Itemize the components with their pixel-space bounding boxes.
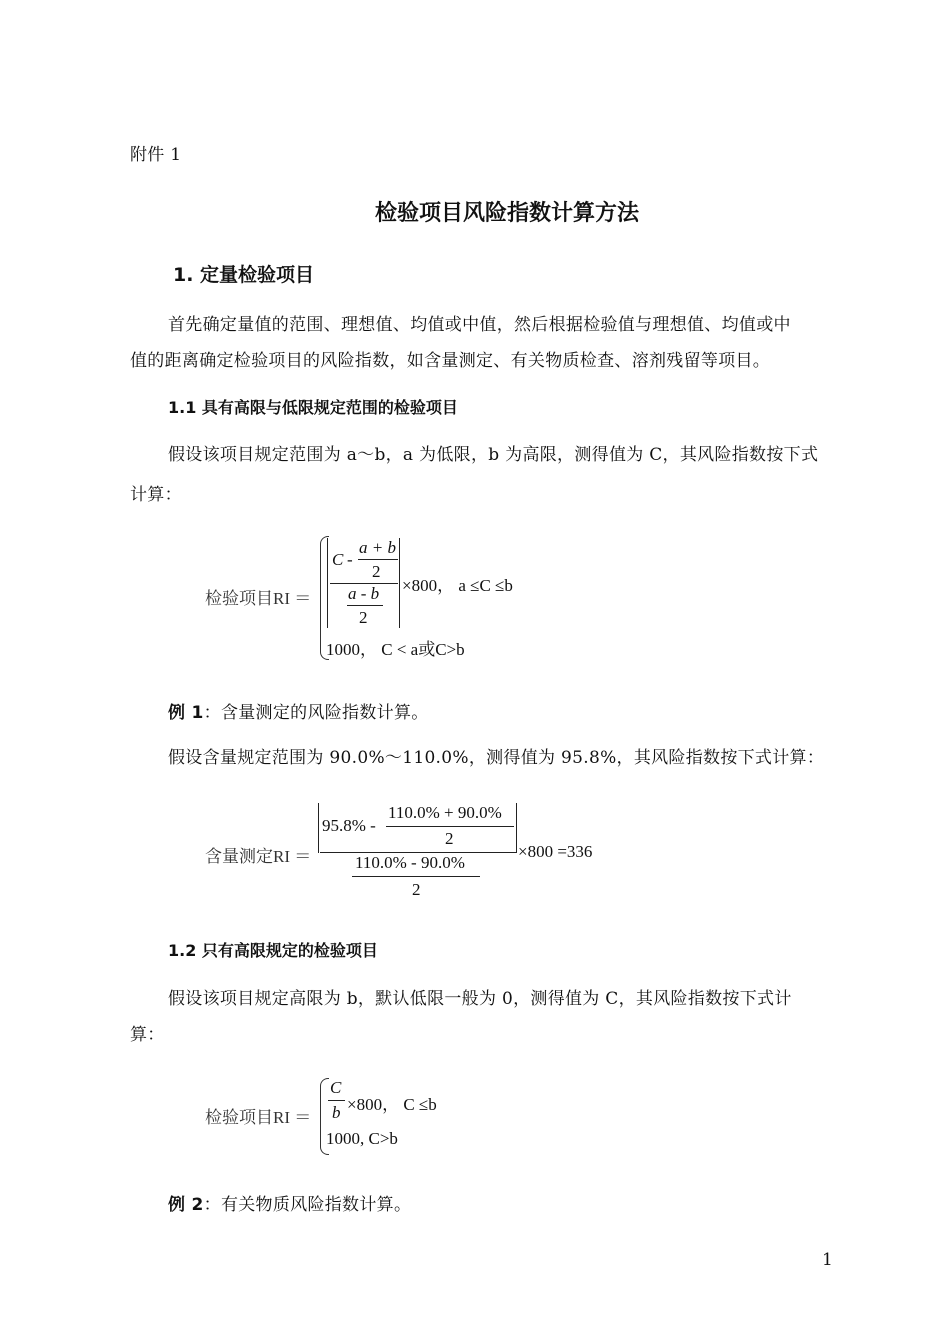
- formula-minus: -: [347, 550, 353, 569]
- abs-bar-left: [318, 803, 319, 853]
- inner-fraction-line: [386, 826, 514, 827]
- section-heading-1-1: 1.1 具有高限与低限规定范围的检验项目: [168, 398, 458, 417]
- formula-den-top: a - b: [348, 584, 380, 603]
- example-label: 例 1: [168, 703, 204, 723]
- paragraph-line: 计算：: [130, 485, 182, 505]
- attachment-label: 附件 1: [130, 145, 182, 165]
- den-fraction-line: [352, 876, 480, 877]
- paragraph-line: 算：: [130, 1025, 165, 1045]
- formula-case1-tail: ×800， a ≤C ≤b: [402, 576, 513, 595]
- paragraph-line: 假设该项目规定高限为 b，默认低限一般为 0，测得值为 C，其风险指数按下式计: [168, 989, 792, 1009]
- formula-case1-tail: ×800， C ≤b: [347, 1095, 437, 1114]
- formula-num-left: 95.8% -: [322, 816, 376, 835]
- abs-bar-right: [399, 538, 400, 628]
- abs-bar-right: [516, 803, 517, 853]
- example-text: ：有关物质风险指数计算。: [203, 1195, 412, 1215]
- example-2-caption: [168, 1190, 411, 1215]
- paragraph-line: 首先确定量值的范围、理想值、均值或中值，然后根据检验值与理想值、均值或中: [168, 315, 791, 335]
- formula-lhs: 检验项目RI ＝: [205, 1108, 312, 1127]
- example-label: 例 2: [168, 1195, 204, 1215]
- formula-frac-top: C: [330, 1078, 342, 1097]
- formula-tail: ×800 =336: [518, 842, 593, 861]
- den-fraction-line: [347, 605, 383, 606]
- formula-case2: 1000， C < a或C>b: [326, 640, 465, 659]
- paragraph-line: 假设含量规定范围为 90.0%～110.0%，测得值为 95.8%，其风险指数按下式计算：: [168, 748, 825, 768]
- formula-inner-top: 110.0% + 90.0%: [388, 803, 502, 822]
- formula-den-bottom: 2: [359, 608, 368, 627]
- page-number: 1: [822, 1250, 834, 1270]
- formula-lhs: 检验项目RI ＝: [205, 589, 312, 608]
- fraction-line: [328, 1100, 345, 1101]
- formula-inner-top: a + b: [359, 538, 396, 557]
- section-heading-1-2: 1.2 只有高限规定的检验项目: [168, 941, 378, 960]
- formula-inner-bottom: 2: [372, 562, 381, 581]
- formula-den-bottom: 2: [412, 880, 421, 899]
- inner-fraction-line: [358, 559, 398, 560]
- abs-bar-left: [327, 538, 328, 628]
- document-title: 检验项目风险指数计算方法: [374, 201, 639, 226]
- formula-inner-bottom: 2: [445, 829, 454, 848]
- formula-lhs: 含量测定RI ＝: [205, 847, 312, 866]
- example-text: ：含量测定的风险指数计算。: [203, 703, 429, 723]
- formula-var-c: C: [332, 550, 344, 569]
- example-1-caption: [168, 698, 429, 723]
- formula-frac-bottom: b: [332, 1103, 341, 1122]
- formula-den-top: 110.0% - 90.0%: [355, 853, 465, 872]
- formula-case2: 1000, C>b: [326, 1129, 398, 1148]
- paragraph-line: 值的距离确定检验项目的风险指数，如含量测定、有关物质检查、溶剂残留等项目。: [130, 351, 771, 371]
- section-heading-1: 1. 定量检验项目: [173, 264, 315, 286]
- paragraph-line: 假设该项目规定范围为 a～b，a 为低限，b 为高限，测得值为 C，其风险指数按下式: [168, 445, 819, 465]
